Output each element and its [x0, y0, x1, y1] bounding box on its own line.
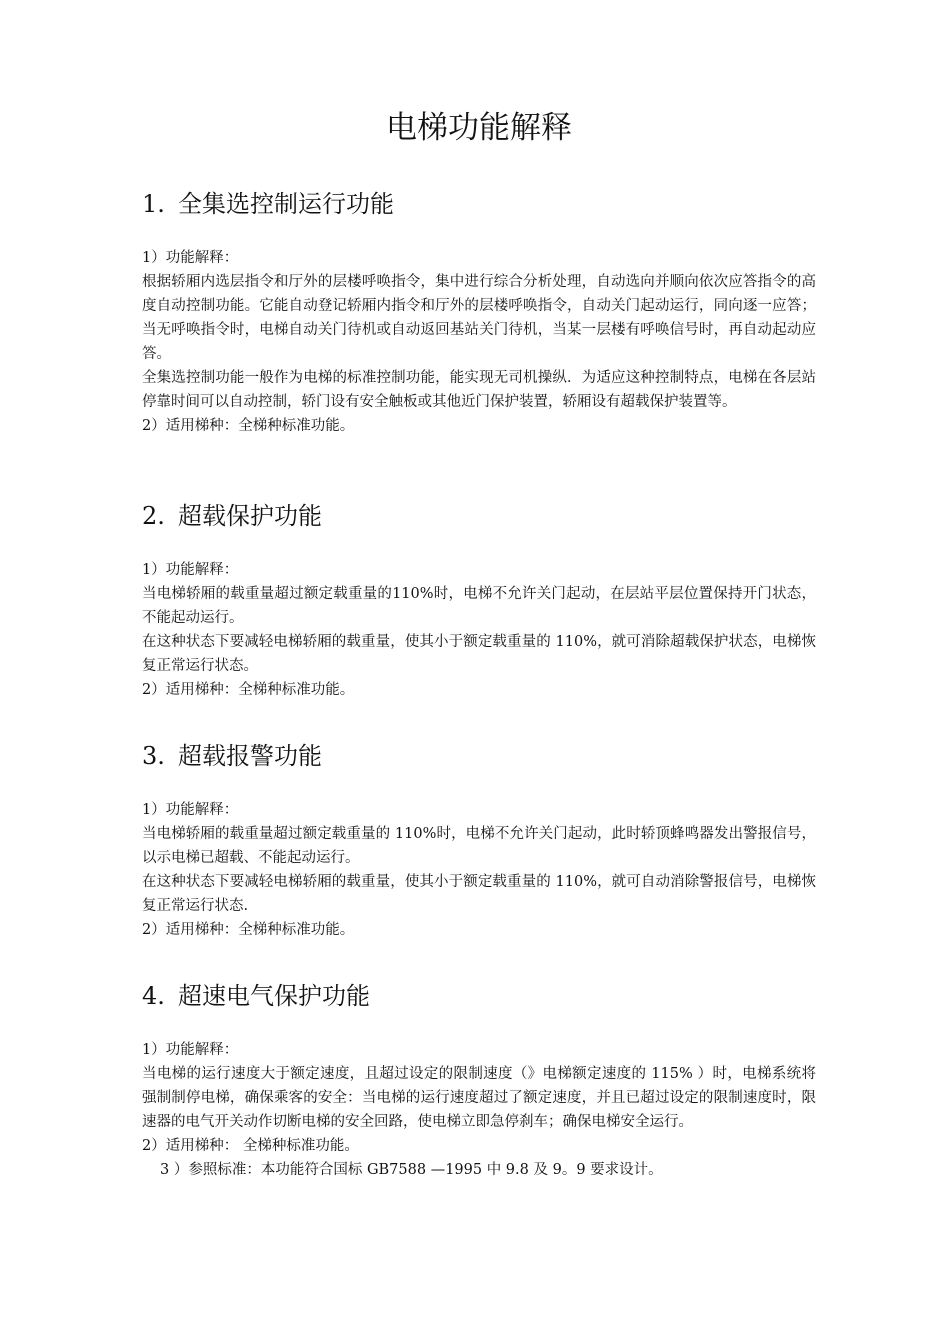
paragraph: 根据轿厢内选层指令和厅外的层楼呼唤指令，集中进行综合分析处理，自动选向并顺向依次应答指令的高度自动控制功能。它能自动登记轿厢内指令和厅外的层楼呼唤指令，自动关门起动运行，同向逐一应答；当无呼唤指令时，电梯自动关门待机或自动返回基站关门待机，当某一层楼有呼唤信号时，再自动起动应答。: [142, 274, 816, 362]
paragraph: 当电梯轿厢的载重量超过额定载重量的110%时，电梯不允许关门起动，在层站平层位置保持开门状态，不能起动运行。: [142, 586, 816, 626]
reference-standard: 3 ）参照标准：本功能符合国标 GB7588 —1995 中 9.8 及 9。9 要求设计。: [160, 1162, 663, 1178]
section-heading: [142, 186, 816, 222]
applicable-models: 2）适用梯种：全梯种标准功能。: [142, 922, 355, 938]
section-number: 3.: [142, 742, 165, 770]
applicable-models: 2）适用梯种：全梯种标准功能。: [142, 418, 355, 434]
section-1: [142, 186, 816, 438]
section-heading: [142, 978, 816, 1014]
paragraph: 当电梯的运行速度大于额定速度，且超过设定的限制速度（》电梯额定速度的 115% ）时，电梯系统将强制制停电梯，确保乘客的安全：当电梯的运行速度超过了额定速度，并且已超过设定的限制速度时，限速器的电气开关动作切断电梯的安全回路，使电梯立即急停刹车；确保电梯安全运行。: [142, 1066, 816, 1130]
subheading-explanation: 1）功能解释：: [142, 1042, 239, 1058]
section-3: [142, 738, 816, 942]
section-title: 超载报警功能: [178, 742, 322, 770]
section-2: [142, 498, 816, 702]
document-title: 电梯功能解释: [386, 110, 572, 146]
paragraph: 当电梯轿厢的载重量超过额定载重量的 110%时，电梯不允许关门起动，此时轿顶蜂鸣器发出警报信号，以示电梯已超载、不能起动运行。: [142, 826, 816, 866]
paragraph: 全集选控制功能一般作为电梯的标准控制功能，能实现无司机操纵．为适应这种控制特点，电梯在各层站停靠时间可以自动控制，轿门设有安全触板或其他近门保护装置，轿厢设有超载保护装置等。: [142, 370, 816, 410]
section-number: 4.: [142, 982, 165, 1010]
applicable-models: 2）适用梯种： 全梯种标准功能。: [142, 1138, 359, 1154]
section-4: [142, 978, 816, 1182]
subheading-explanation: 1）功能解释：: [142, 250, 239, 266]
subheading-explanation: 1）功能解释：: [142, 562, 239, 578]
section-title: 超载保护功能: [178, 502, 322, 530]
section-title: 全集选控制运行功能: [178, 190, 394, 218]
paragraph: 在这种状态下要减轻电梯轿厢的载重量，使其小于额定载重量的 110%，就可消除超载保护状态，电梯恢复正常运行状态。: [142, 634, 816, 674]
paragraph: 在这种状态下要减轻电梯轿厢的载重量，使其小于额定载重量的 110%，就可自动消除警报信号，电梯恢复正常运行状态.: [142, 874, 816, 914]
section-title: 超速电气保护功能: [178, 982, 370, 1010]
section-heading: [142, 498, 816, 534]
section-number: 2.: [142, 502, 165, 530]
section-body: [142, 1038, 816, 1182]
applicable-models: 2）适用梯种：全梯种标准功能。: [142, 682, 355, 698]
subheading-explanation: 1）功能解释：: [142, 802, 239, 818]
section-body: [142, 798, 816, 942]
section-body: [142, 558, 816, 702]
section-heading: [142, 738, 816, 774]
section-number: 1.: [142, 190, 165, 218]
section-body: [142, 246, 816, 438]
